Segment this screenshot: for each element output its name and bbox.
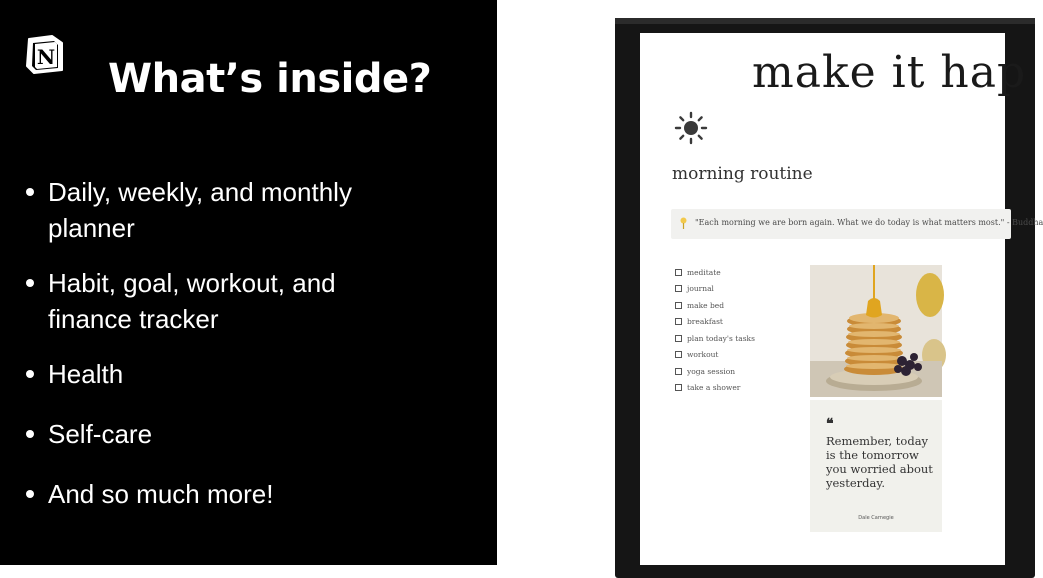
feature-label: And so much more!: [48, 479, 274, 509]
quote-callout-text: "Each morning we are born again. What we do today is what matters most." - Buddha: [695, 218, 1043, 227]
template-preview: [640, 33, 1043, 565]
quote-card-text: Remember, today is the tomorrow you worried about yesterday.: [826, 434, 933, 490]
pancakes-photo: [810, 265, 942, 397]
pin-icon: [680, 217, 687, 229]
feature-label: Habit, goal, workout, and finance tracker: [48, 268, 336, 334]
checklist-label: workout: [687, 350, 719, 360]
bullet-icon: [26, 188, 34, 196]
quote-mark-icon: ❝: [826, 416, 834, 432]
logo-letter: N: [36, 45, 56, 69]
feature-item: [24, 174, 424, 246]
checkbox[interactable]: [675, 351, 682, 358]
checklist-item[interactable]: [675, 264, 755, 281]
bullet-icon: [26, 490, 34, 498]
checkbox[interactable]: [675, 285, 682, 292]
feature-label: Health: [48, 359, 124, 389]
quote-author: Dale Carnegie: [858, 515, 894, 521]
quote-callout: [671, 209, 1043, 239]
checkbox[interactable]: [675, 384, 682, 391]
section-title: morning routine: [672, 164, 813, 184]
feature-item: [24, 416, 152, 452]
page-title: make it hap: [752, 47, 1027, 98]
checkbox[interactable]: [675, 269, 682, 276]
checklist-label: breakfast: [687, 317, 723, 327]
feature-label: Self-care: [48, 419, 153, 449]
checkbox[interactable]: [675, 318, 682, 325]
notion-logo-icon: [24, 33, 66, 75]
panel-heading: What’s inside?: [108, 56, 432, 102]
checkbox[interactable]: [675, 368, 682, 375]
quote-card: [810, 400, 942, 532]
bullet-icon: [26, 279, 34, 287]
feature-item: [24, 476, 273, 512]
checklist-item[interactable]: [675, 330, 755, 347]
bullet-icon: [26, 370, 34, 378]
left-panel: [0, 0, 497, 565]
checklist-label: make bed: [687, 300, 724, 310]
checkbox[interactable]: [675, 335, 682, 342]
feature-item: [24, 265, 424, 337]
feature-label: Daily, weekly, and monthly planner: [48, 177, 352, 243]
checklist-item[interactable]: [675, 347, 755, 364]
checklist-label: take a shower: [687, 383, 741, 393]
checklist-item[interactable]: [675, 380, 755, 397]
feature-item: [24, 356, 123, 392]
bullet-icon: [26, 430, 34, 438]
device-bezel: [615, 18, 1035, 24]
checklist-label: journal: [687, 284, 714, 294]
checklist-item[interactable]: [675, 314, 755, 331]
checklist-label: plan today's tasks: [687, 333, 755, 343]
routine-checklist: [675, 264, 755, 396]
checklist-label: yoga session: [687, 366, 736, 376]
checklist-item[interactable]: [675, 297, 755, 314]
sun-icon: [674, 111, 708, 145]
checklist-item[interactable]: [675, 281, 755, 298]
checklist-item[interactable]: [675, 363, 755, 380]
checklist-label: meditate: [687, 267, 721, 277]
checkbox[interactable]: [675, 302, 682, 309]
